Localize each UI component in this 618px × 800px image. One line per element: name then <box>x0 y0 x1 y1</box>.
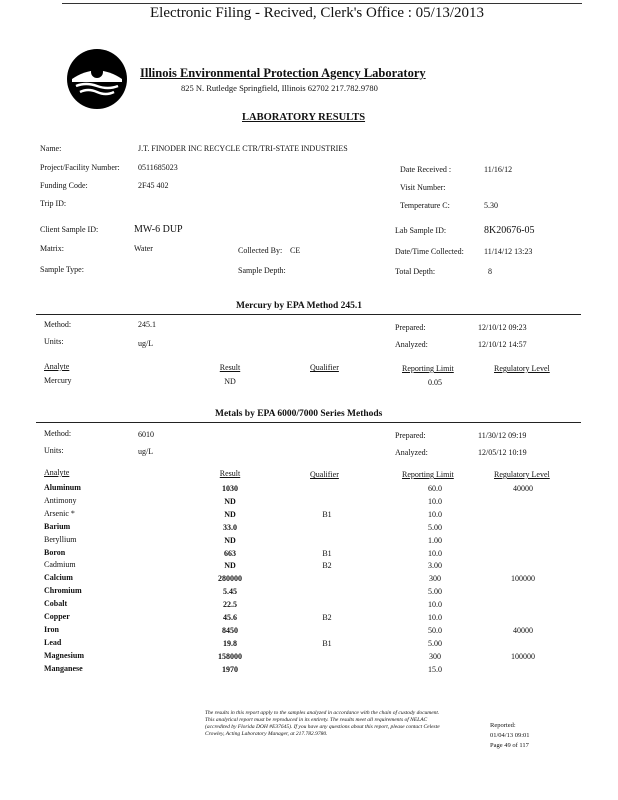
metals-method-value: 6010 <box>138 430 154 439</box>
lab-name: Illinois Environmental Protection Agency Laboratory <box>140 66 426 80</box>
metal-reporting-limit: 5.00 <box>428 639 442 648</box>
metal-analyte: Manganese <box>44 664 83 673</box>
metal-result: ND <box>224 561 236 570</box>
metals-prepared-label: Prepared: <box>395 431 426 440</box>
metal-result: 1970 <box>222 665 238 674</box>
metal-result: 1030 <box>222 484 238 493</box>
metal-reporting-limit: 5.00 <box>428 587 442 596</box>
date-received-value: 11/16/12 <box>484 165 513 174</box>
mercury-col-reg: Regulatory Level <box>494 364 550 373</box>
metals-col-analyte: Analyte <box>44 468 70 477</box>
metal-regulatory-level: 100000 <box>511 574 535 583</box>
page-title: LABORATORY RESULTS <box>242 112 366 123</box>
mercury-rule <box>36 314 581 315</box>
temperature-label: Temperature C: <box>400 201 450 210</box>
page-number: Page 49 of 117 <box>490 742 529 749</box>
top-rule <box>62 3 582 4</box>
reported-label: Reported: <box>490 722 516 729</box>
date-collected-value: 11/14/12 13:23 <box>484 247 533 256</box>
metal-result: 8450 <box>222 626 238 635</box>
metal-reporting-limit: 1.00 <box>428 536 442 545</box>
metal-analyte: Boron <box>44 548 66 557</box>
lab-address: 825 N. Rutledge Springfield, Illinois 62702 217.782.9780 <box>181 83 378 93</box>
metal-result: 663 <box>224 549 236 558</box>
mercury-col-rl: Reporting Limit <box>402 364 454 373</box>
metal-analyte: Chromium <box>44 586 82 595</box>
mercury-units-label: Units: <box>44 337 64 346</box>
metal-reporting-limit: 5.00 <box>428 523 442 532</box>
metals-method-label: Method: <box>44 429 72 438</box>
metal-result: ND <box>224 497 236 506</box>
client-sample-id-value: MW-6 DUP <box>134 224 183 235</box>
date-received-label: Date Received : <box>400 165 452 174</box>
metal-reporting-limit: 15.0 <box>428 665 442 674</box>
metal-analyte: Iron <box>44 625 59 634</box>
metal-analyte: Antimony <box>44 496 77 505</box>
mercury-analyzed-value: 12/10/12 14:57 <box>478 340 527 349</box>
mercury-reporting-limit: 0.05 <box>428 378 442 387</box>
metals-analyzed-label: Analyzed: <box>395 448 428 457</box>
metal-result: ND <box>224 510 236 519</box>
metals-col-qualifier: Qualifier <box>310 470 339 479</box>
metal-reporting-limit: 10.0 <box>428 600 442 609</box>
mercury-analyte: Mercury <box>44 376 72 385</box>
collected-by-value: CE <box>290 246 301 255</box>
matrix-label: Matrix: <box>40 244 64 253</box>
name-value: J.T. FINODER INC RECYCLE CTR/TRI-STATE INDUSTRIES <box>138 144 348 153</box>
lab-sample-id-label: Lab Sample ID: <box>395 226 447 235</box>
metal-result: ND <box>224 536 236 545</box>
trip-label: Trip ID: <box>40 199 67 208</box>
collected-by-label: Collected By: <box>238 246 283 255</box>
metal-regulatory-level: 40000 <box>513 484 533 493</box>
metal-result: 280000 <box>218 574 242 583</box>
metal-result: 22.5 <box>223 600 237 609</box>
mercury-col-analyte: Analyte <box>44 362 70 371</box>
metals-col-result: Result <box>219 469 241 478</box>
metals-section-title: Metals by EPA 6000/7000 Series Methods <box>215 409 383 419</box>
metal-reporting-limit: 10.0 <box>428 549 442 558</box>
mercury-units-value: ug/L <box>138 339 154 348</box>
date-collected-label: Date/Time Collected: <box>395 247 464 256</box>
mercury-col-qualifier: Qualifier <box>310 363 339 372</box>
metal-regulatory-level: 40000 <box>513 626 533 635</box>
project-label: Project/Facility Number: <box>40 163 120 172</box>
metal-analyte: Calcium <box>44 573 73 582</box>
temperature-value: 5.30 <box>484 201 498 210</box>
total-depth-value: 8 <box>488 267 492 276</box>
metal-result: 5.45 <box>223 587 237 596</box>
total-depth-label: Total Depth: <box>395 267 436 276</box>
mercury-analyzed-label: Analyzed: <box>395 340 428 349</box>
name-label: Name: <box>40 144 62 153</box>
lab-sample-id-value: 8K20676-05 <box>484 225 535 236</box>
metal-analyte: Aluminum <box>44 483 81 492</box>
matrix-value: Water <box>134 244 153 253</box>
metal-analyte: Beryllium <box>44 535 77 544</box>
metal-analyte: Cobalt <box>44 599 68 608</box>
metals-analyzed-value: 12/05/12 10:19 <box>478 448 527 457</box>
project-value: 0511685023 <box>138 163 178 172</box>
metal-qualifier: B2 <box>322 561 332 570</box>
metal-reporting-limit: 50.0 <box>428 626 442 635</box>
metal-result: 33.0 <box>223 523 237 532</box>
mercury-method-value: 245.1 <box>138 320 156 329</box>
mercury-prepared-value: 12/10/12 09:23 <box>478 323 527 332</box>
mercury-method-label: Method: <box>44 320 72 329</box>
metal-analyte: Arsenic * <box>44 509 75 518</box>
metal-analyte: Magnesium <box>44 651 84 660</box>
metal-qualifier: B1 <box>322 510 332 519</box>
metals-rule <box>36 422 581 423</box>
metal-analyte: Copper <box>44 612 70 621</box>
metal-reporting-limit: 10.0 <box>428 613 442 622</box>
metal-result: 45.6 <box>223 613 237 622</box>
metal-result: 19.8 <box>223 639 237 648</box>
metals-prepared-value: 11/30/12 09:19 <box>478 431 527 440</box>
visit-label: Visit Number: <box>400 183 446 192</box>
sample-type-label: Sample Type: <box>40 265 84 274</box>
metals-col-rl: Reporting Limit <box>402 470 454 479</box>
metal-reporting-limit: 10.0 <box>428 510 442 519</box>
metal-qualifier: B1 <box>322 549 332 558</box>
metals-units-value: ug/L <box>138 447 154 456</box>
metal-reporting-limit: 300 <box>429 652 441 661</box>
mercury-prepared-label: Prepared: <box>395 323 426 332</box>
metal-analyte: Lead <box>44 638 62 647</box>
iepa-logo-icon <box>66 48 128 115</box>
mercury-col-result: Result <box>219 363 241 372</box>
metal-qualifier: B2 <box>322 613 332 622</box>
funding-label: Funding Code: <box>40 181 88 190</box>
sample-depth-label: Sample Depth: <box>238 266 286 275</box>
mercury-section-title: Mercury by EPA Method 245.1 <box>236 301 363 311</box>
metal-reporting-limit: 300 <box>429 574 441 583</box>
metal-result: 158000 <box>218 652 242 661</box>
metals-units-label: Units: <box>44 446 64 455</box>
metals-col-reg: Regulatory Level <box>494 470 550 479</box>
funding-value: 2F45 402 <box>138 181 169 190</box>
metal-reporting-limit: 3.00 <box>428 561 442 570</box>
metal-reporting-limit: 60.0 <box>428 484 442 493</box>
reported-value: 01/04/13 09:01 <box>490 732 530 739</box>
footer-note: The results in this report apply to the samples analyzed in accordance with the chain of custody document. This analytical report must be reproduced in its entirety. The results meet all requirements of NELAC (accredited by Florida DOH #E37645). If you have any questions about this report, please contact Celeste Crowley, Acting Laboratory Manager, at 217.782.9780. <box>205 710 440 737</box>
metal-reporting-limit: 10.0 <box>428 497 442 506</box>
metal-analyte: Barium <box>44 522 71 531</box>
metal-regulatory-level: 100000 <box>511 652 535 661</box>
client-sample-id-label: Client Sample ID: <box>40 225 99 234</box>
electronic-filing-stamp: Electronic Filing - Recived, Clerk's Office : 05/13/2013 <box>150 5 485 21</box>
metal-qualifier: B1 <box>322 639 332 648</box>
metal-analyte: Cadmium <box>44 560 76 569</box>
mercury-result: ND <box>224 377 236 386</box>
